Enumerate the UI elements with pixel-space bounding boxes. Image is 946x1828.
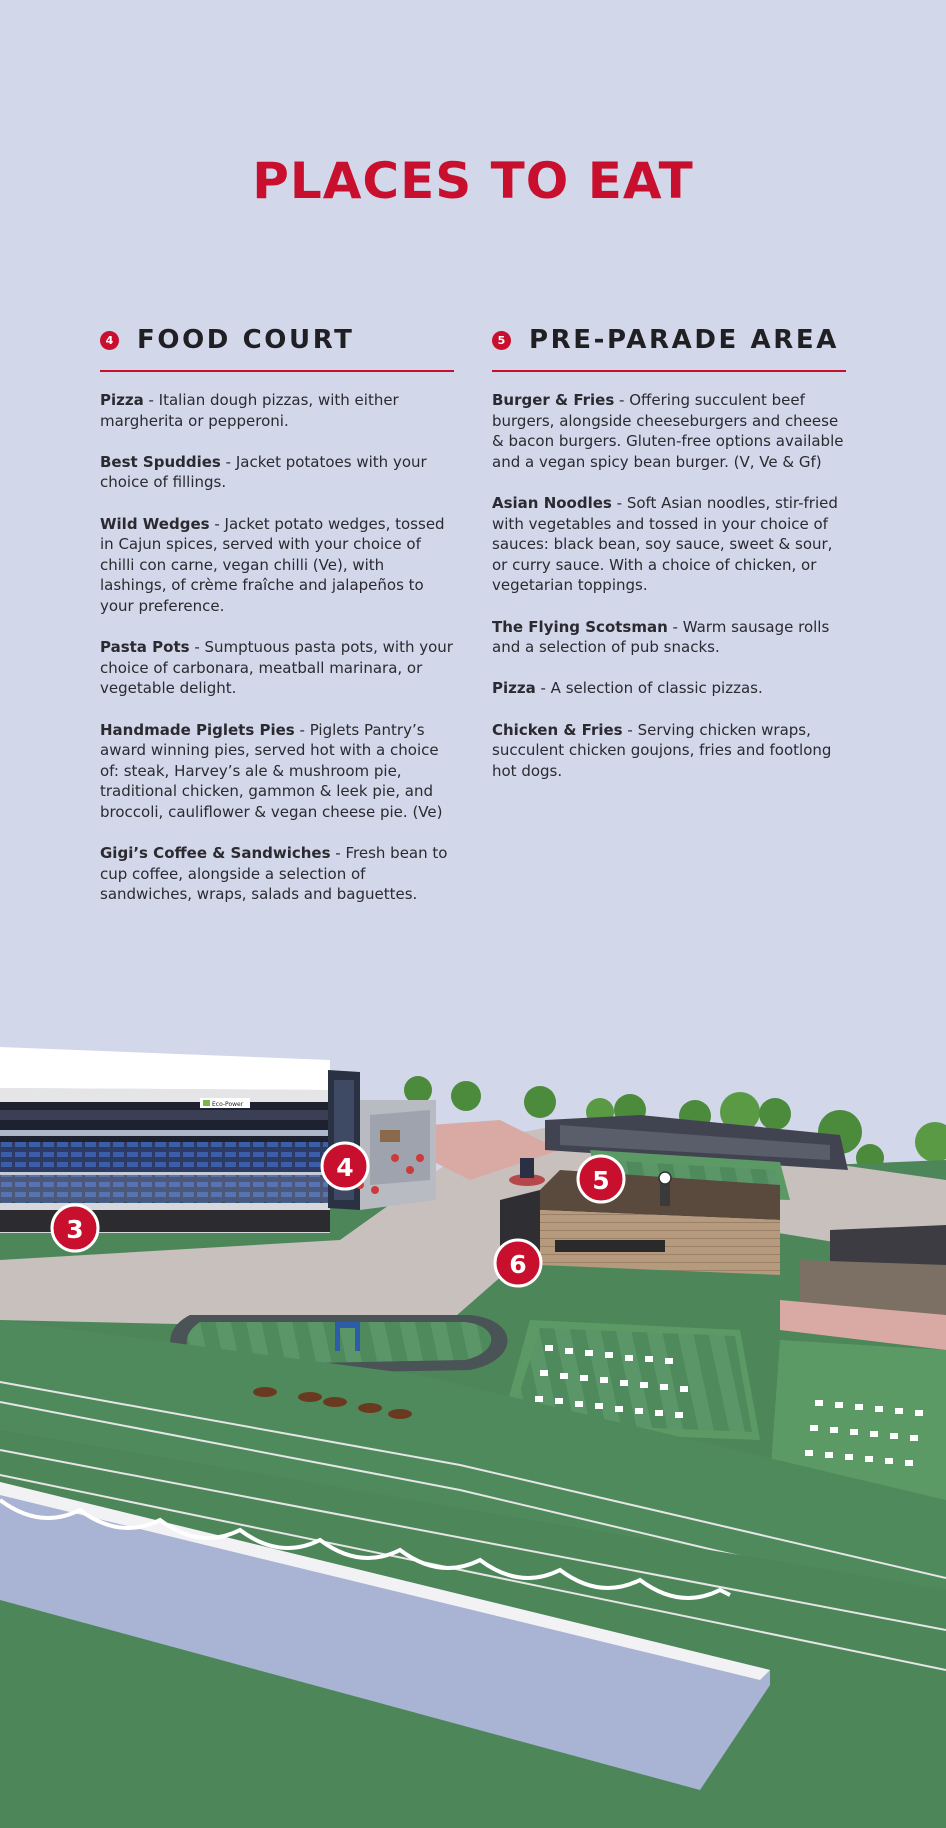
menu-item-desc: Soft Asian noodles, stir-fried with vegetables and tossed in your choice of sauces: black bean, soy sauce, sweet & sour, or curry sauce. With a choice of chicken, or vegetarian toppings. [492,493,838,595]
map-marker-6[interactable] [495,1240,541,1286]
menu-item-desc: Jacket potatoes with your choice of fillings. [100,452,427,492]
pre-parade-section [492,322,847,802]
menu-item-desc: Italian dough pizzas, with either margherita or pepperoni. [100,391,399,430]
map-marker-label: 4 [336,1153,354,1182]
menu-item-name: Handmade Piglets Pies [100,720,295,739]
menu-item-name: The Flying Scotsman [492,617,668,636]
menu-list [492,390,847,781]
section-header [492,322,847,358]
menu-item-desc: A selection of classic pizzas. [550,679,763,698]
racecourse-map [0,1030,946,1828]
menu-item-desc: Serving chicken wraps, succulent chicken goujons, fries and footlong hot dogs. [492,720,832,780]
section-number-badge: 4 [100,331,119,350]
menu-list [100,390,455,905]
menu-item-name: Pizza [492,679,536,698]
menu-item-name: Pizza [100,391,144,409]
section-title: PRE-PARADE AREA [529,325,839,355]
menu-item: The Flying Scotsman - Warm sausage rolls and a selection of pub snacks. [492,617,830,657]
menu-item-desc: Warm sausage rolls and a selection of pub snacks. [492,617,830,657]
menu-item-desc: Offering succulent beef burgers, alongside cheeseburgers and cheese & bacon burgers. Gluten-free options available and a vegan spicy bean burger. (V, Ve & Gf) [492,391,844,471]
map-marker-label: 6 [509,1250,527,1279]
menu-item-name: Chicken & Fries [492,720,623,739]
map-marker-label: 5 [592,1166,610,1195]
menu-item-desc: Sumptuous pasta pots, with your choice of carbonara, meatball marinara, or vegetable delight. [100,638,453,698]
section-number-badge: 5 [492,331,511,350]
menu-item-name: Best Spuddies [100,452,221,471]
sponsor-sign: Eco-Power [212,1101,244,1108]
section-divider [100,370,454,372]
map-marker-4[interactable] [322,1143,368,1189]
section-title: FOOD COURT [137,325,355,355]
menu-item-desc: Jacket potato wedges, tossed in Cajun spices, served with your choice of chilli con carne, vegan chilli (Ve), with lashings, of crème fraîche and jalapeños to your preference. [100,514,445,615]
page-title: PLACES TO EAT [252,152,694,210]
menu-item: Burger & Fries - Offering succulent beef burgers, alongside cheeseburgers and cheese & bacon burgers. Gluten-free options available and a vegan spicy bean burger. (V, Ve & Gf) [492,391,844,471]
menu-item: Wild Wedges - Jacket potato wedges, tossed in Cajun spices, served with your choice of chilli con carne, vegan chilli (Ve), with lashings, of crème fraîche and jalapeños to your preference. [100,514,445,615]
menu-item-name: Gigi’s Coffee & Sandwiches [100,844,331,863]
menu-item: Pasta Pots - Sumptuous pasta pots, with your choice of carbonara, meatball marinara, or vegetable delight. [100,638,453,698]
menu-item: Pizza - Italian dough pizzas, with either margherita or pepperoni. [100,391,399,430]
map-marker-3[interactable] [52,1205,98,1251]
menu-item: Gigi’s Coffee & Sandwiches - Fresh bean to cup coffee, alongside a selection of sandwiches, wraps, salads and baguettes. [100,844,448,904]
menu-item-desc: Piglets Pantry’s award winning pies, served hot with a choice of: steak, Harvey’s ale & mushroom pie, traditional chicken, gammon & leek pie, and broccoli, cauliflower & vegan cheese pie. (Ve) [100,720,443,821]
menu-item-name: Asian Noodles [492,493,612,512]
menu-item-desc: Fresh bean to cup coffee, alongside a selection of sandwiches, wraps, salads and baguettes. [100,844,448,904]
menu-item: Asian Noodles - Soft Asian noodles, stir-fried with vegetables and tossed in your choice of sauces: black bean, soy sauce, sweet & sour, or curry sauce. With a choice of chicken, or vegetarian toppings. [492,493,838,595]
map-marker-label: 3 [66,1215,84,1244]
menu-item-name: Wild Wedges [100,514,210,533]
menu-item: Chicken & Fries - Serving chicken wraps, succulent chicken goujons, fries and footlong hot dogs. [492,720,832,780]
menu-item: Handmade Piglets Pies - Piglets Pantry’s award winning pies, served hot with a choice of: steak, Harvey’s ale & mushroom pie, traditional chicken, gammon & leek pie, and broccoli, cauliflower & vegan cheese pie. (Ve) [100,720,443,821]
section-divider [492,370,846,372]
section-header [100,322,455,358]
menu-item: Best Spuddies - Jacket potatoes with your choice of fillings. [100,452,427,492]
menu-item-name: Burger & Fries [492,391,615,409]
menu-item: Pizza - A selection of classic pizzas. [492,679,763,698]
map-marker-5[interactable] [578,1156,624,1202]
menu-item-name: Pasta Pots [100,638,190,657]
food-court-section [100,322,455,925]
